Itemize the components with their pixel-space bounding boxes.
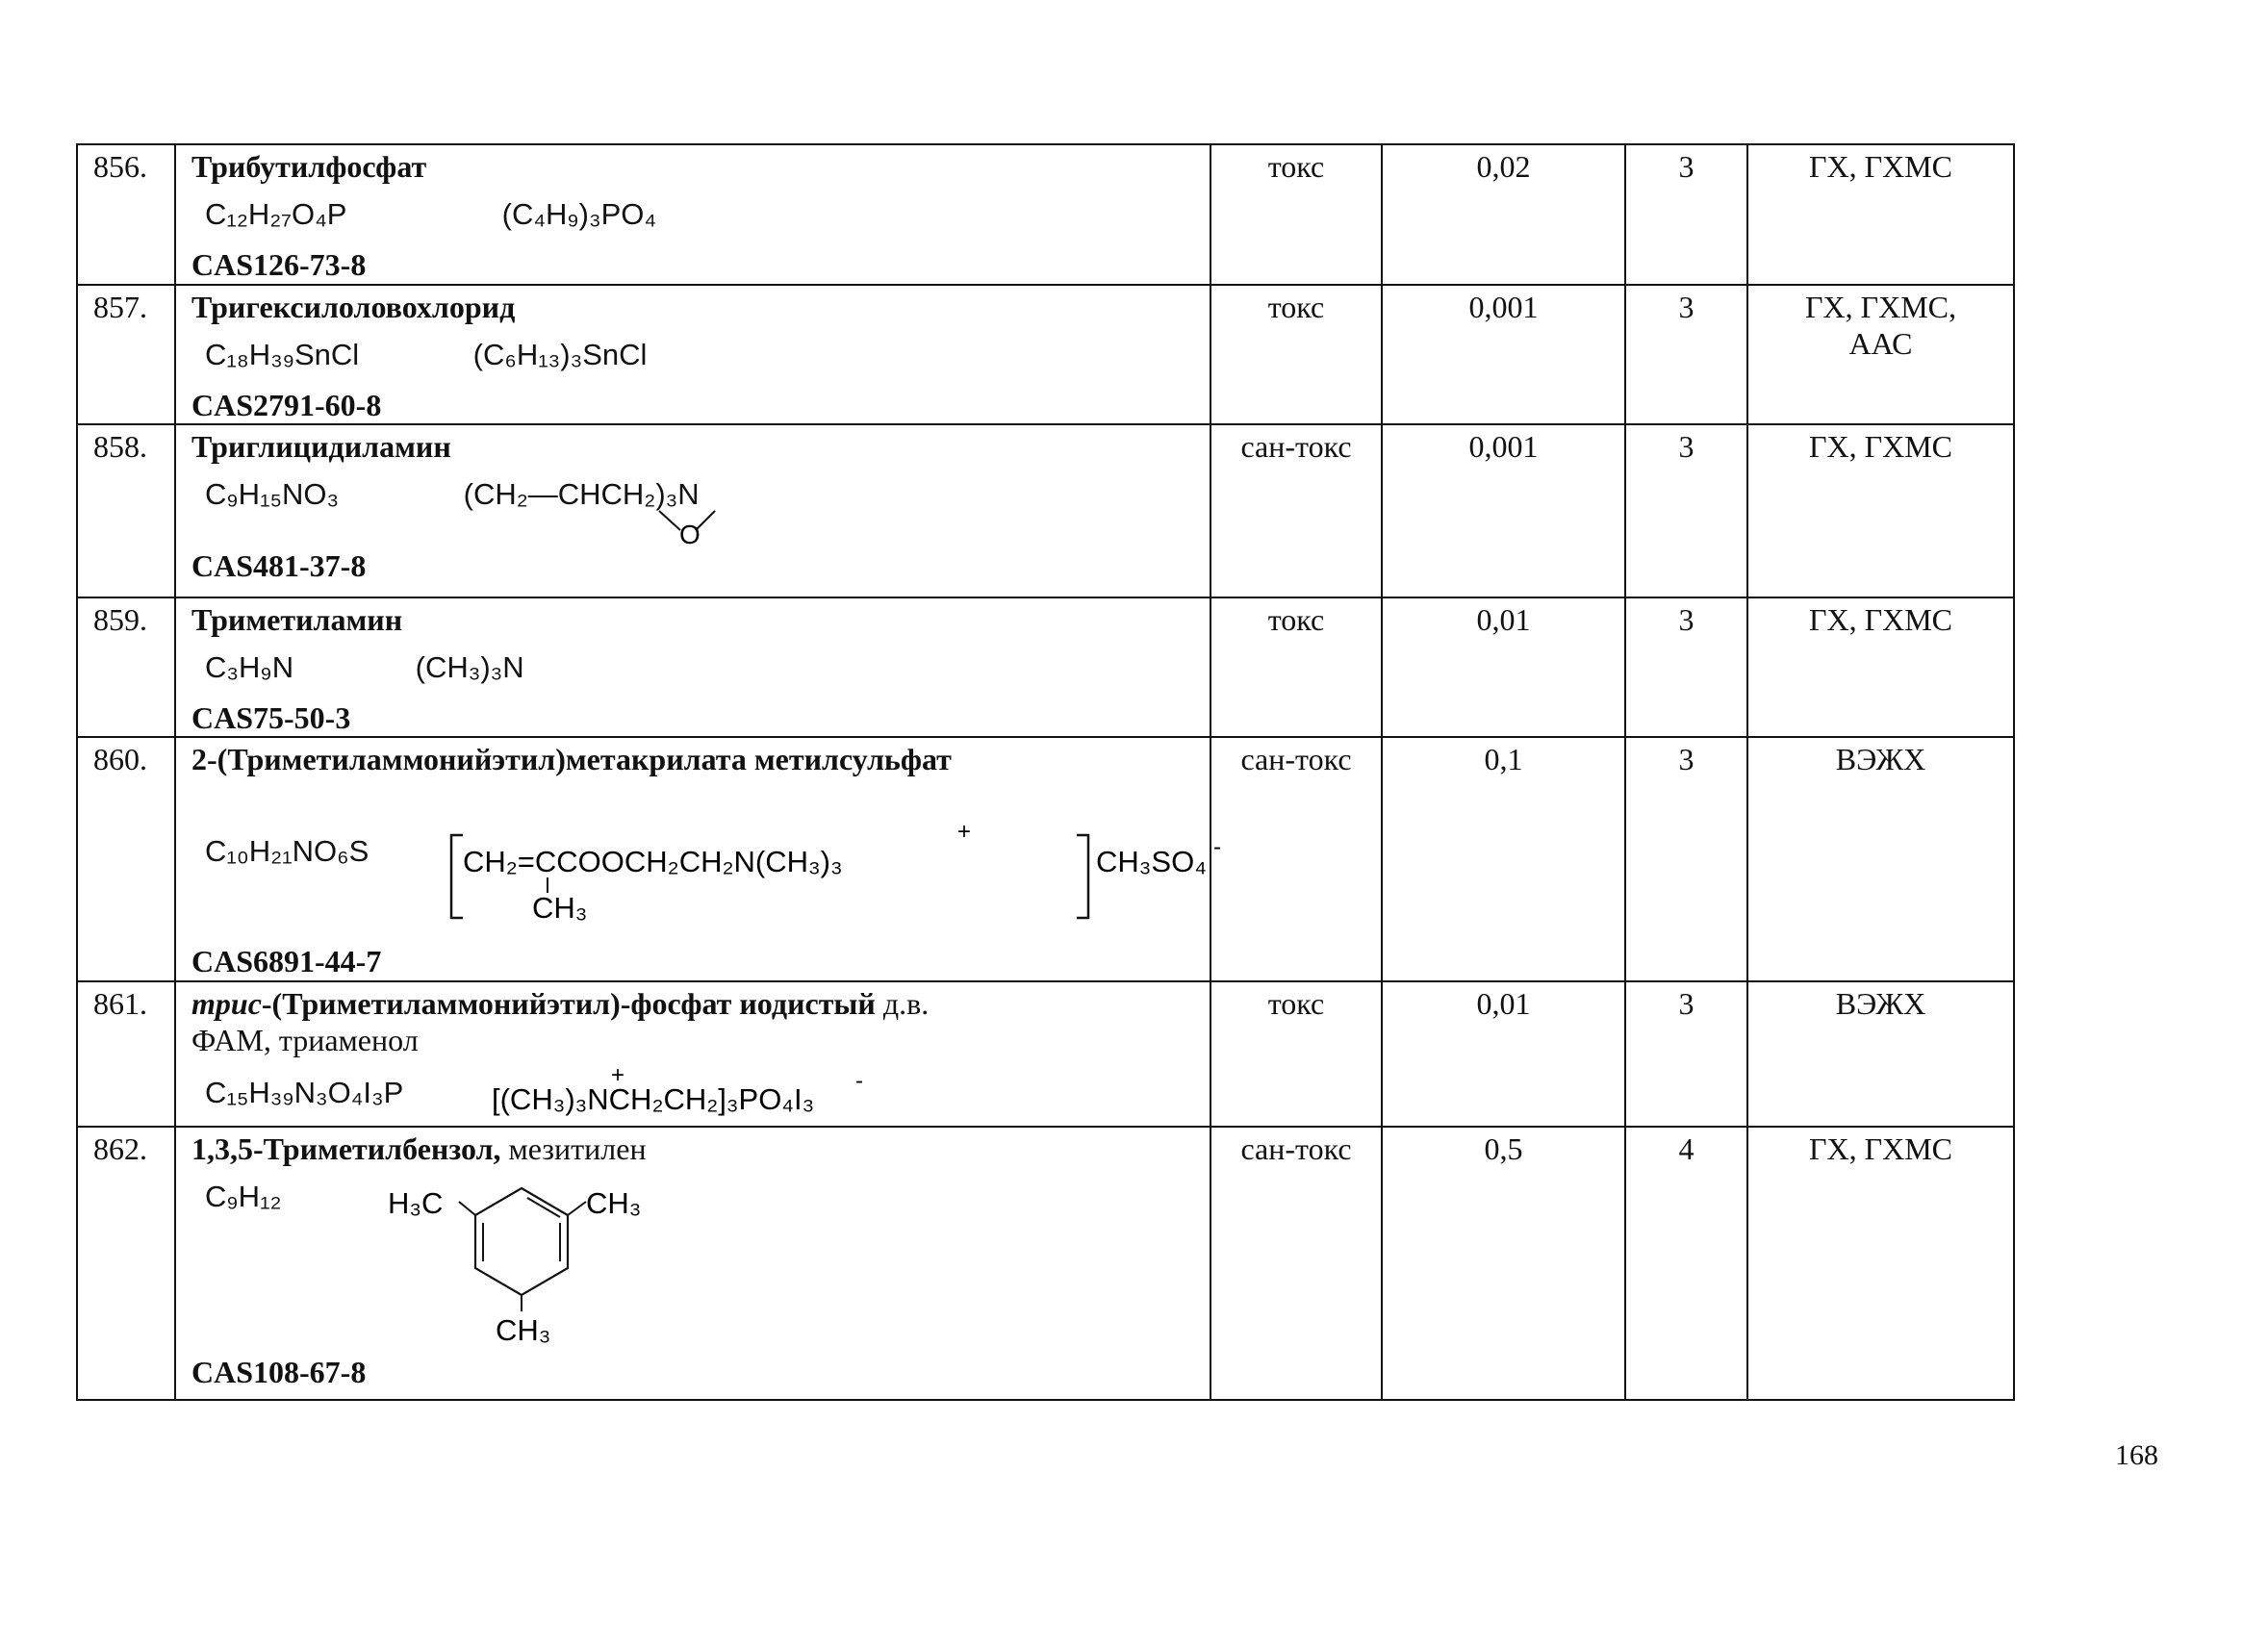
table-row: [77, 1127, 2014, 1400]
substance-name: 2-(Триметиламмонийэтил)метакрилата метилсульфат: [191, 741, 952, 776]
molecular-formula: C₉H₁₂: [205, 1180, 282, 1214]
structural-formula: (CH₃)₃N: [415, 650, 524, 685]
hazard-level: 4: [1625, 1127, 1747, 1400]
methyl-branch: CH₃: [532, 891, 588, 926]
molecular-formula: C₁₀H₂₁NO₆S: [205, 834, 370, 869]
hazard-level: 3: [1625, 144, 1747, 285]
hazard-level: 3: [1625, 737, 1747, 981]
substance-synonym: ФАМ, триаменол: [191, 1023, 419, 1058]
table-row: [77, 737, 2014, 981]
substance-table: [76, 143, 2015, 1401]
hazard-class: сан-токс: [1210, 424, 1382, 597]
substance-cell: [175, 737, 1221, 981]
analysis-method: ГХ, ГХМС: [1747, 424, 2014, 597]
table-row: [77, 981, 2014, 1127]
hazard-class: токс: [1210, 144, 1382, 285]
cas-number: CAS75-50-3: [191, 699, 351, 735]
limit-value: 0,5: [1382, 1127, 1625, 1400]
charge-plus: +: [611, 1062, 625, 1088]
bracket-right: [1077, 835, 1088, 918]
analysis-method: ВЭЖХ: [1747, 981, 2014, 1127]
charge-minus: -: [855, 1067, 863, 1094]
formula-row: [205, 476, 1210, 548]
row-number: 861.: [77, 981, 175, 1127]
hazard-level: 3: [1625, 424, 1747, 597]
hazard-class: токс: [1210, 597, 1382, 737]
cas-number: CAS126-73-8: [191, 246, 367, 282]
hazard-class: токс: [1210, 285, 1382, 424]
substance-name-prefix: трис: [191, 985, 262, 1021]
analysis-method: ГХ, ГХМС: [1747, 1127, 2014, 1400]
row-number: 862.: [77, 1127, 175, 1400]
substance-cell: [175, 981, 1210, 1127]
formula-row: [205, 196, 1210, 232]
cas-number: CAS481-37-8: [191, 548, 367, 584]
limit-value: 0,001: [1382, 285, 1625, 424]
substance-synonym: мезитилен: [500, 1131, 647, 1166]
analysis-method: ВЭЖХ: [1747, 737, 2014, 981]
hazard-level: 3: [1625, 981, 1747, 1127]
cas-number: CAS6891-44-7: [191, 944, 382, 979]
limit-value: 0,1: [1382, 737, 1625, 981]
molecular-formula: C₁₅H₃₉N₃O₄I₃P: [205, 1075, 404, 1109]
row-number: 857.: [77, 285, 175, 424]
row-number: 858.: [77, 424, 175, 597]
substance-name-line: [191, 1131, 1210, 1167]
table-row: [77, 285, 2014, 424]
row-number: 860.: [77, 737, 175, 981]
methyl-right: CH₃: [586, 1186, 642, 1221]
limit-value: 0,001: [1382, 424, 1625, 597]
formula-row: [205, 649, 1210, 685]
molecular-formula: C₃H₉N: [205, 650, 294, 685]
substance-cell: [175, 597, 1210, 737]
epoxide-ring: [636, 509, 752, 547]
substance-cell: [175, 285, 1210, 424]
cas-number: CAS108-67-8: [191, 1355, 367, 1390]
methyl-left: H₃C: [388, 1186, 444, 1221]
limit-value: 0,02: [1382, 144, 1625, 285]
analysis-method: ГХ, ГХМС, ААС: [1747, 285, 2014, 424]
hazard-level: 3: [1625, 597, 1747, 737]
formula-row: [205, 337, 1210, 372]
substance-cell: [175, 1127, 1210, 1400]
limit-value: 0,01: [1382, 597, 1625, 737]
substance-name: [191, 985, 1210, 1022]
substance-cell: [175, 144, 1210, 285]
row-number: 856.: [77, 144, 175, 285]
charge-minus: -: [1213, 834, 1221, 861]
hazard-class: сан-токс: [1210, 1127, 1382, 1400]
substance-name: Триглицидиламин: [191, 429, 451, 464]
substance-cell: [175, 424, 1210, 597]
ring-oxygen: O: [679, 520, 701, 548]
page-number: 168: [2115, 1439, 2158, 1471]
formula-row: [191, 1063, 1210, 1119]
substance-name: Триметиламин: [191, 602, 403, 637]
hazard-class: сан-токс: [1210, 737, 1382, 981]
molecular-formula: C₁₈H₃₉SnCl: [205, 338, 360, 372]
substance-name: Тригексилоловохлорид: [191, 290, 516, 324]
molecular-formula: C₉H₁₅NO₃: [205, 477, 340, 512]
methyl-bottom: CH₃: [496, 1313, 551, 1347]
table-row: [77, 597, 2014, 737]
structural-formula: [492, 1063, 934, 1119]
bracket-left: [451, 835, 463, 918]
substance-name-suffix: д.в.: [875, 985, 930, 1021]
structural-formula: [444, 785, 1233, 929]
formula-row: [191, 1167, 1210, 1346]
charge-plus: +: [957, 819, 972, 846]
limit-value: 0,01: [1382, 981, 1625, 1127]
structure-text: [(CH₃)₃NCH₂CH₂]₃PO₄I₃: [492, 1081, 815, 1116]
row-number: 859.: [77, 597, 175, 737]
analysis-method: ГХ, ГХМС: [1747, 597, 2014, 737]
anion-formula: CH₃SO₄: [1096, 845, 1207, 879]
benzene-ring: [475, 1188, 568, 1295]
table-row: [77, 424, 2014, 597]
structural-formula: (C₆H₁₃)₃SnCl: [472, 338, 648, 372]
substance-name: 1,3,5-Триметилбензол,: [191, 1131, 501, 1166]
substance-name: Трибутилфосфат: [191, 149, 427, 184]
cas-number: CAS2791-60-8: [191, 387, 382, 422]
molecular-formula: C₁₂H₂₇O₄P: [205, 197, 347, 232]
structural-formula: (CH₂—CHCH₂)₃N: [463, 477, 700, 512]
hazard-class: токс: [1210, 981, 1382, 1127]
formula-row: [191, 785, 1221, 929]
substance-name-main: -(Триметиламмонийэтил)-фосфат иодистый: [261, 985, 876, 1021]
cation-formula: CH₂=CCOOCH₂CH₂N(CH₃)₃: [463, 845, 843, 879]
analysis-method: ГХ, ГХМС: [1747, 144, 2014, 285]
table-row: [77, 144, 2014, 285]
hazard-level: 3: [1625, 285, 1747, 424]
mesitylene-structure: [384, 1167, 673, 1346]
structural-formula: (C₄H₉)₃PO₄: [501, 197, 657, 232]
